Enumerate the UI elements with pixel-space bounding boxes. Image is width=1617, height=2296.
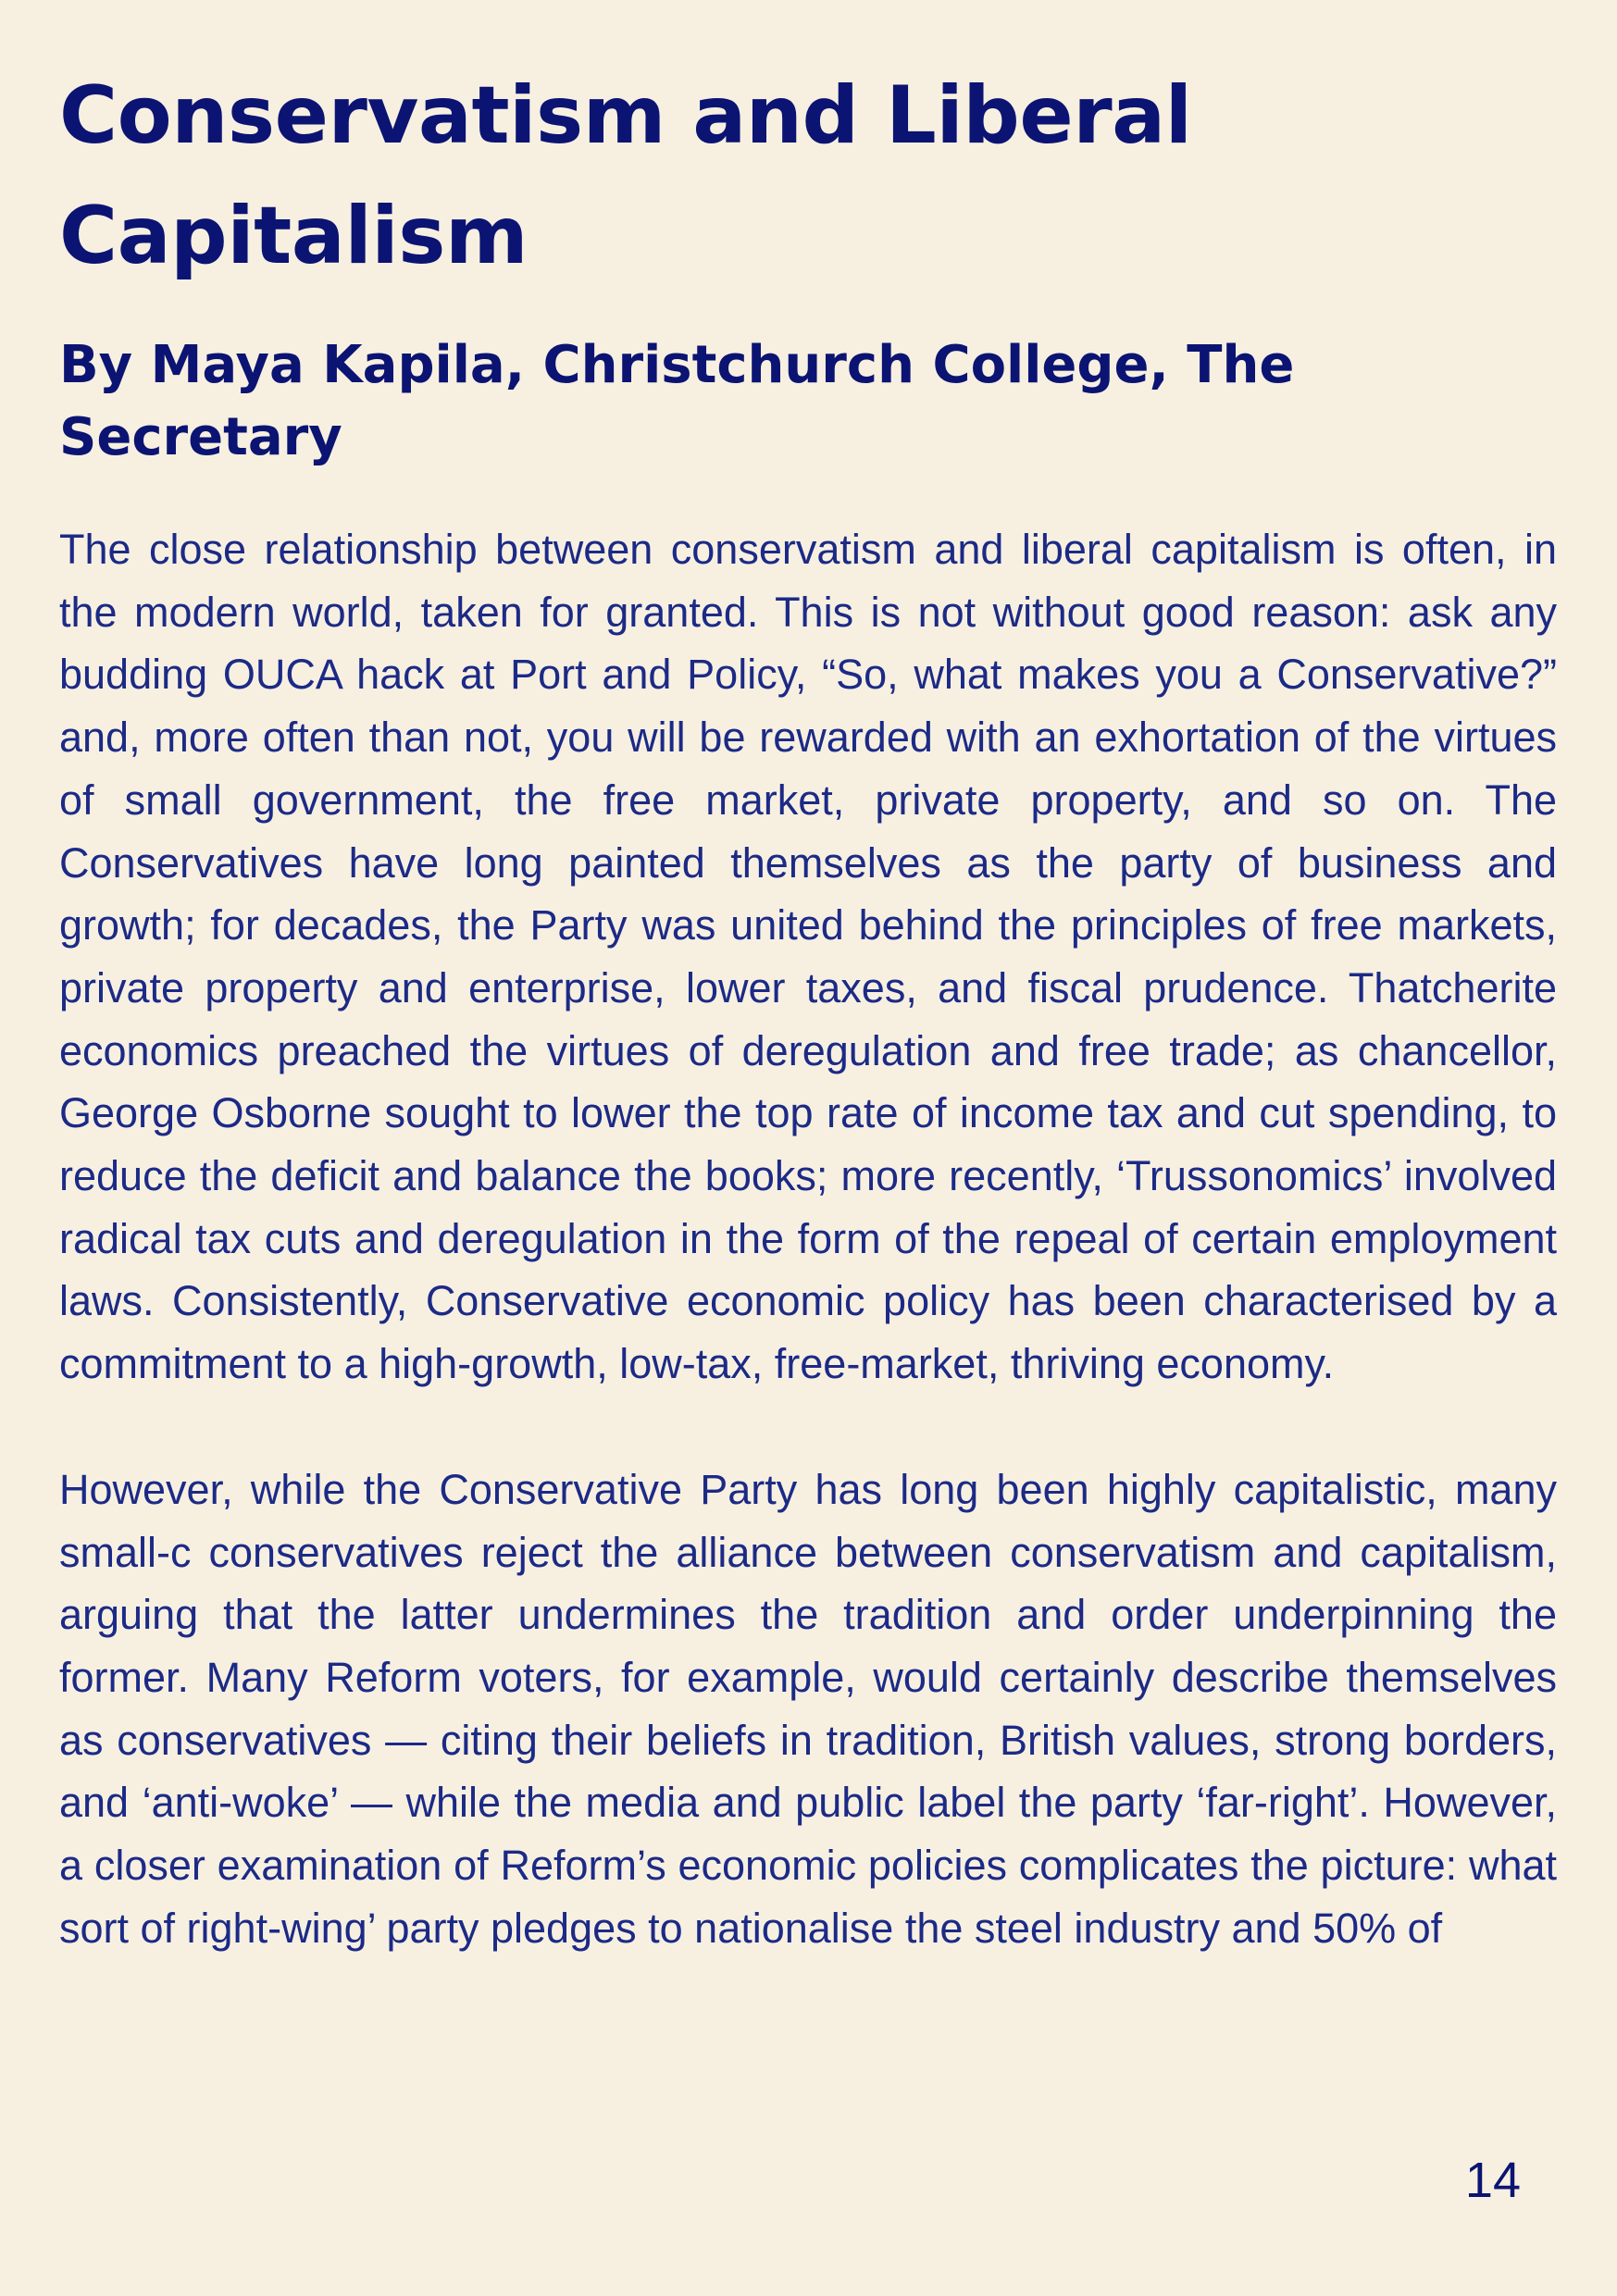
article-byline: By Maya Kapila, Christchurch College, The Secretary xyxy=(59,335,1295,467)
article xyxy=(59,56,1557,1959)
paragraph-1: The close relationship between conservatism and liberal capitalism is often, in the modern world, taken for granted. This is not without good reason: ask any budding OUCA hack at Port and Policy, “So, what makes you a Conservative?” and, more often than not, you will be rewarded with an exhortation of the virtues of small government, the free market, private property, and so on. The Conservatives have long painted themselves as the party of business and growth; for decades, the Party was united behind the principles of free markets, private property and enterprise, lower taxes, and fiscal prudence. Thatcherite economics preached the virtues of deregulation and free trade; as chancellor, George Osborne sought to lower the top rate of income tax and cut spending, to reduce the deficit and balance the books; more recently, ‘Trussonomics’ involved radical tax cuts and deregulation in the form of the repeal of certain employment laws. Consistently, Conservative economic policy has been characterised by a commitment to a high-growth, low-tax, free-market, thriving economy. xyxy=(59,526,1557,1388)
paragraph-2: However, while the Conservative Party has long been highly capitalistic, many small-c conservatives reject the alliance between conservatism and capitalism, arguing that the latter undermines the tradition and order underpinning the former. Many Reform voters, for example, would certainly describe themselves as conservatives — citing their beliefs in tradition, British values, strong borders, and ‘anti-woke’ — while the media and public label the party ‘far-right’. However, a closer examination of Reform’s economic policies complicates the picture: what sort of right-wing’ party pledges to nationalise the steel industry and 50% of xyxy=(59,1465,1557,1952)
article-title: Conservatism and Liberal Capitalism xyxy=(59,69,1192,282)
page-number: 14 xyxy=(1464,2153,1521,2208)
article-body xyxy=(59,518,1557,1959)
